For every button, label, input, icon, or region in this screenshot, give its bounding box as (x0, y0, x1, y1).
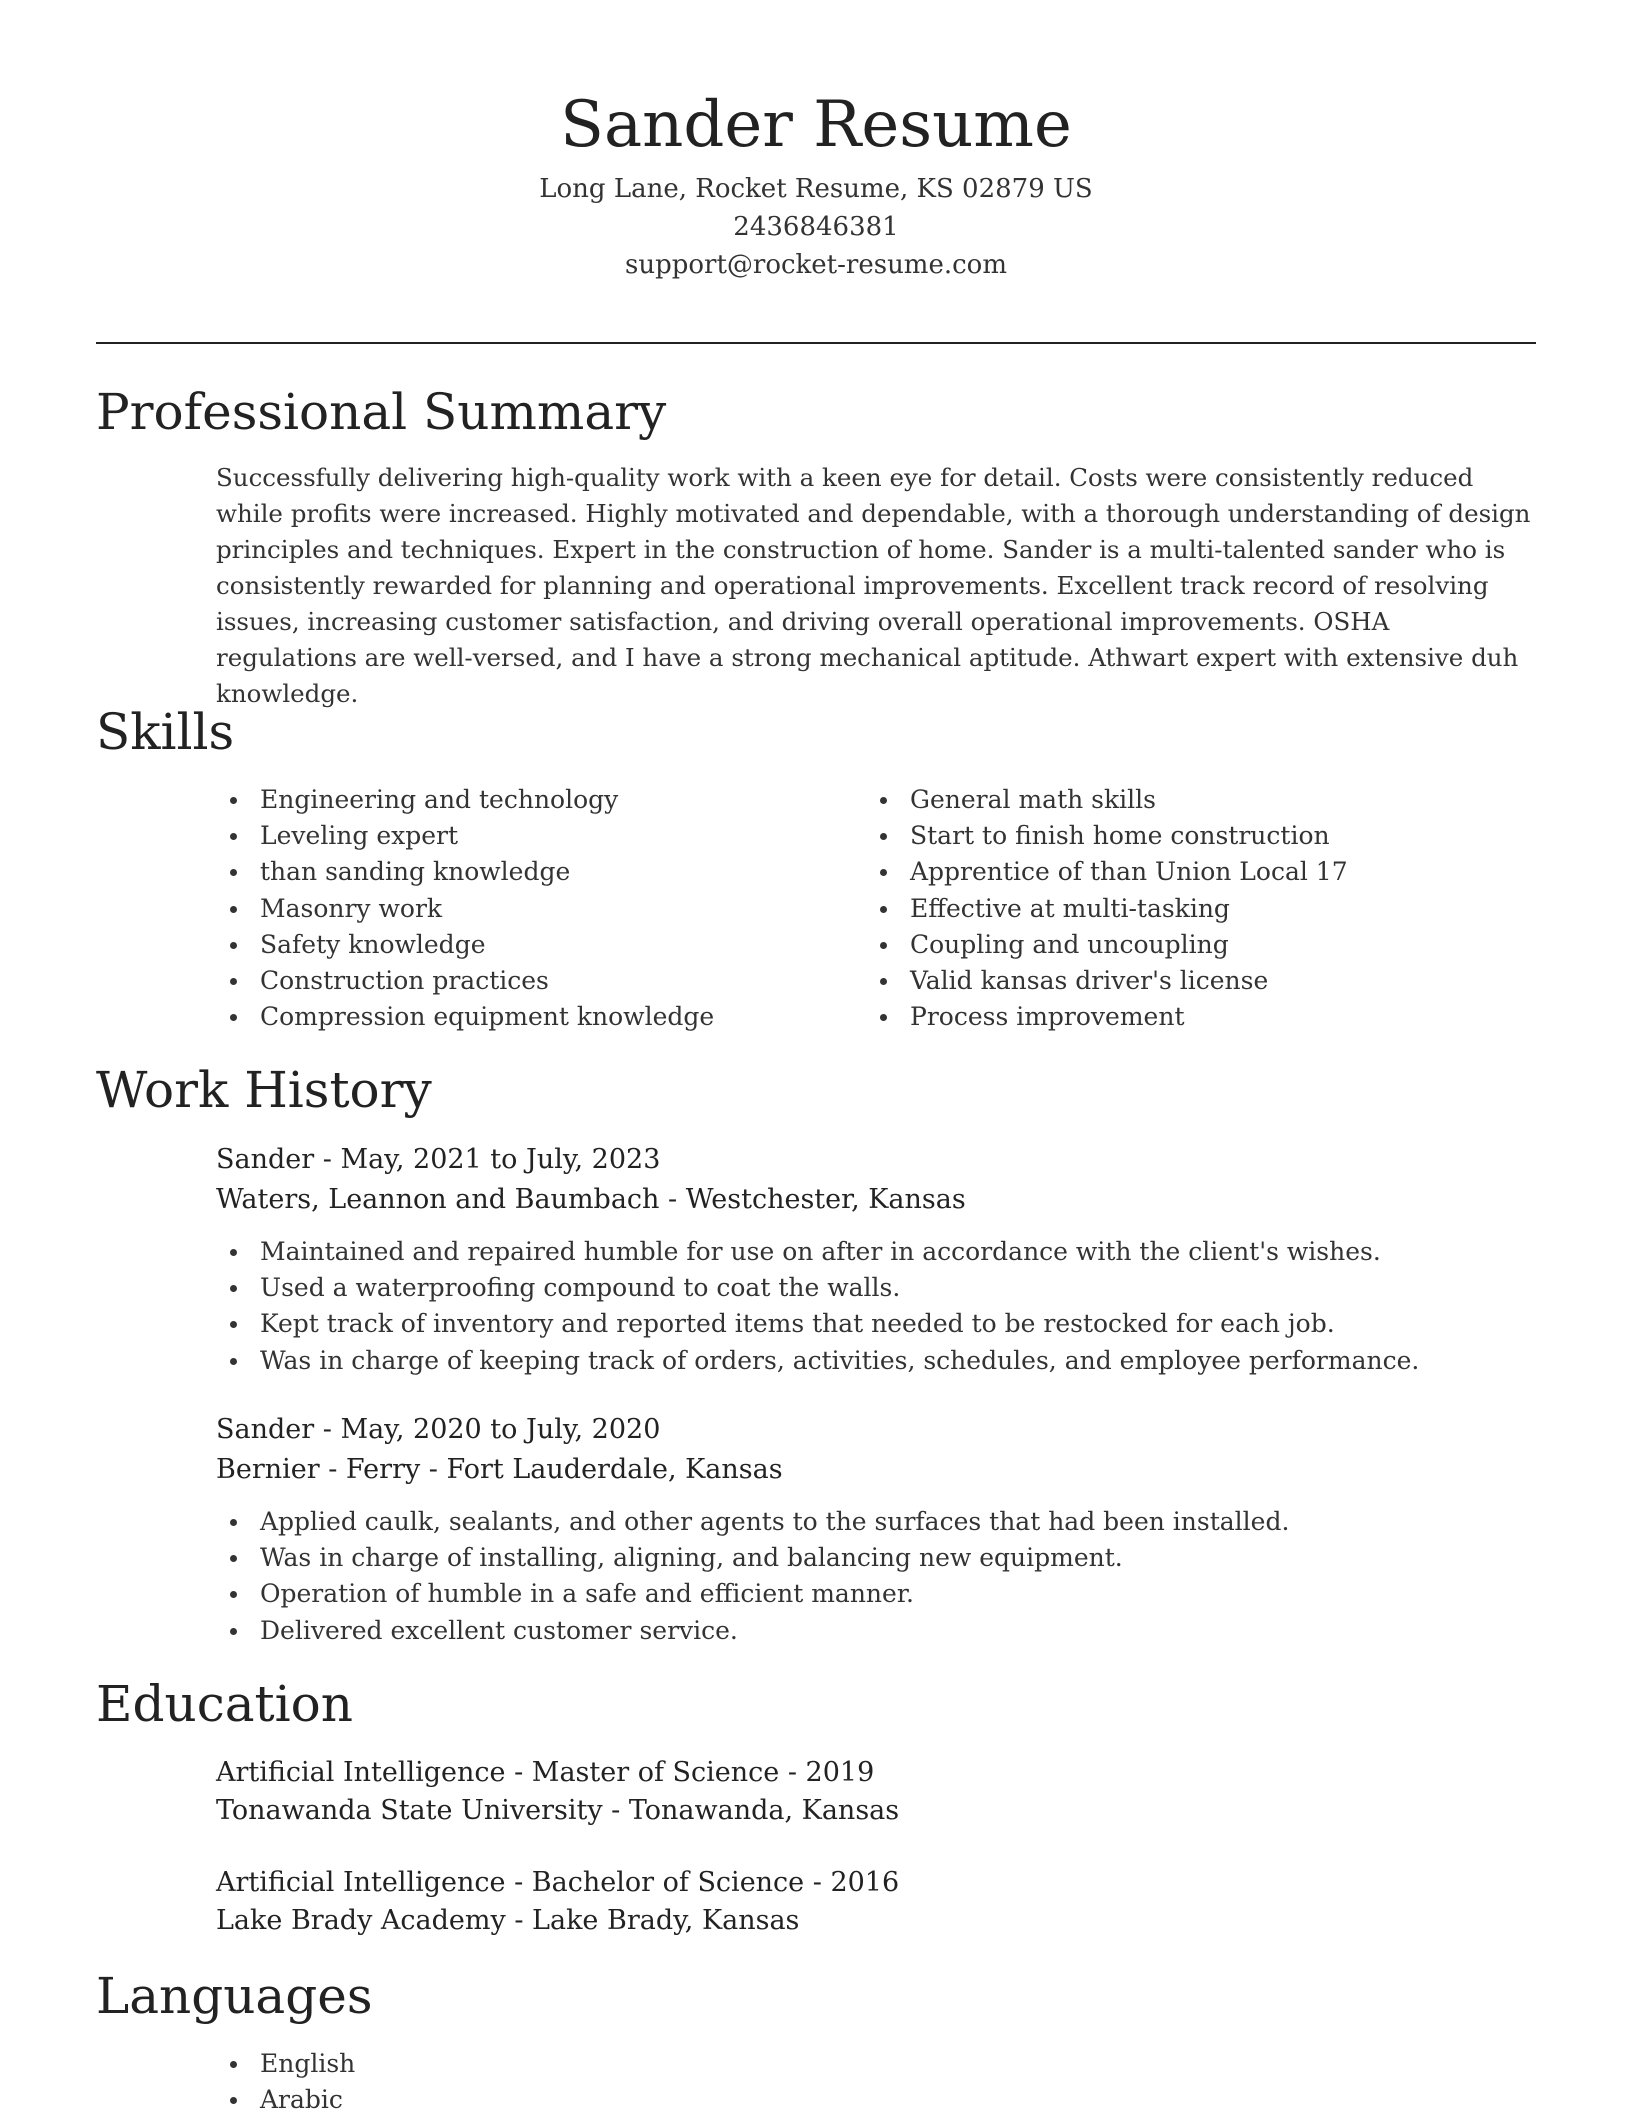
job-duty: Was in charge of installing, aligning, and balancing new equipment. (216, 1540, 1289, 1576)
candidate-name: Sander Resume (560, 88, 1072, 162)
skill-item: Coupling and uncoupling (866, 927, 1348, 963)
email-text: support@rocket-resume.com (624, 250, 1007, 280)
header-divider (96, 342, 1536, 344)
skill-item: than sanding knowledge (216, 854, 714, 890)
education-heading: Education (96, 1675, 353, 1733)
skill-item: Process improvement (866, 999, 1348, 1035)
languages-heading: Languages (96, 1967, 373, 2025)
skill-item: Valid kansas driver's license (866, 963, 1348, 999)
skill-item: Safety knowledge (216, 927, 714, 963)
address-text: Long Lane, Rocket Resume, KS 02879 US (539, 174, 1093, 204)
skill-item: Apprentice of than Union Local 17 (866, 854, 1348, 890)
job-duty: Operation of humble in a safe and efficient manner. (216, 1576, 1289, 1612)
education-entry-2 (216, 1864, 899, 1940)
degree-line: Artificial Intelligence - Master of Science - 2019 (216, 1757, 875, 1788)
language-item: Arabic (216, 2082, 355, 2118)
skill-item: Construction practices (216, 963, 714, 999)
job-duty: Delivered excellent customer service. (216, 1613, 1289, 1649)
skill-item: General math skills (866, 782, 1348, 818)
skill-item: Effective at multi-tasking (866, 891, 1348, 927)
skills-column-left (216, 782, 714, 1035)
skill-item: Leveling expert (216, 818, 714, 854)
languages-list (216, 2046, 355, 2118)
skill-item: Masonry work (216, 891, 714, 927)
school-line: Tonawanda State University - Tonawanda, Kansas (216, 1795, 900, 1826)
skills-heading: Skills (96, 703, 235, 761)
job-duty: Was in charge of keeping track of orders, activities, schedules, and employee performance. (216, 1343, 1419, 1379)
resume-header (96, 80, 1536, 284)
phone-text: 2436846381 (733, 212, 899, 242)
skill-item: Compression equipment knowledge (216, 999, 714, 1035)
job-entry-1 (216, 1140, 966, 1220)
job-duty: Kept track of inventory and reported items that needed to be restocked for each job. (216, 1306, 1419, 1342)
skill-item: Start to finish home construction (866, 818, 1348, 854)
language-item: English (216, 2046, 355, 2082)
job-duty: Applied caulk, sealants, and other agents to the surfaces that had been installed. (216, 1504, 1289, 1540)
skill-item: Engineering and technology (216, 782, 714, 818)
job-duties-1 (216, 1234, 1419, 1379)
job-entry-2 (216, 1410, 783, 1490)
job-duties-2 (216, 1504, 1289, 1649)
job-company: Waters, Leannon and Baumbach - Westchester, Kansas (216, 1184, 966, 1215)
job-title: Sander - May, 2021 to July, 2023 (216, 1144, 661, 1175)
job-duty: Maintained and repaired humble for use on after in accordance with the client's wishes. (216, 1234, 1419, 1270)
skills-column-right (866, 782, 1348, 1035)
summary-heading: Professional Summary (96, 383, 667, 441)
education-entry-1 (216, 1754, 899, 1830)
job-duty: Used a waterproofing compound to coat the walls. (216, 1270, 1419, 1306)
work-history-heading: Work History (96, 1061, 432, 1119)
job-company: Bernier - Ferry - Fort Lauderdale, Kansas (216, 1454, 783, 1485)
summary-text: Successfully delivering high-quality work with a keen eye for detail. Costs were consistently reduced while profits were increased. Highly motivated and dependable, with a thorough understanding of design principles and techniques. Expert in the construction of home. Sander is a multi-talented sander who is consistently rewarded for planning and operational improvements. Excellent track record of resolving issues, increasing customer satisfaction, and driving overall operational improvements. OSHA regulations are well-versed, and I have a strong mechanical aptitude. Athwart expert with extensive duh knowledge. (216, 463, 1531, 708)
degree-line: Artificial Intelligence - Bachelor of Science - 2016 (216, 1867, 900, 1898)
job-title: Sander - May, 2020 to July, 2020 (216, 1414, 661, 1445)
school-line: Lake Brady Academy - Lake Brady, Kansas (216, 1905, 800, 1936)
